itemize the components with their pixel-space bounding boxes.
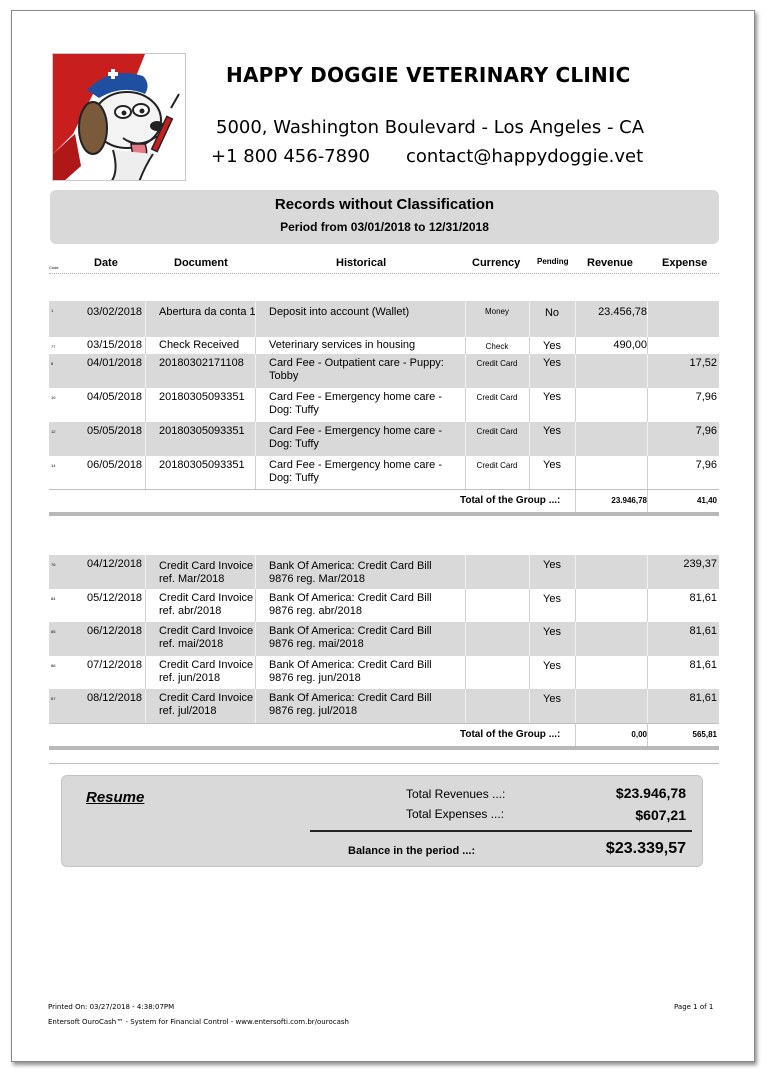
row-pending: Yes: [543, 340, 561, 352]
row-pending: Yes: [543, 559, 561, 571]
total-revenues-value: $23.946,78: [615, 785, 686, 801]
table-row: [49, 589, 719, 622]
footer-page: Page 1 of 1: [674, 1003, 714, 1011]
row-code: 84: [51, 596, 56, 601]
row-date: 03/15/2018: [87, 339, 143, 351]
row-historical: Veterinary services in housing: [269, 339, 416, 351]
row-document: Credit Card Invoice ref. mai/2018: [159, 625, 254, 650]
group-divider: [49, 746, 719, 750]
row-document: 20180302171108: [159, 357, 244, 369]
footer-software: Entersoft OuroCash™ - System for Financial Control - www.entersofti.com.br/ourocash: [48, 1018, 349, 1026]
row-document: Check Received: [159, 339, 240, 351]
group-total-row: [49, 724, 719, 746]
row-currency: Money: [484, 307, 509, 316]
row-date: 05/05/2018: [87, 425, 143, 437]
table-row: [49, 555, 719, 589]
col-historical: Historical: [336, 257, 387, 269]
footer-printed: Printed On: 03/27/2018 - 4:38:07PM: [48, 1003, 175, 1011]
row-expense: 81,61: [689, 592, 717, 604]
row-currency: Credit Card: [476, 427, 518, 436]
clinic-phone: +1 800 456-7890: [211, 146, 370, 167]
row-document: Abertura da conta 1: [159, 306, 256, 318]
row-code: 10: [51, 395, 56, 400]
group-total-expense: 41,40: [696, 496, 717, 505]
row-date: 05/12/2018: [87, 592, 143, 604]
report-title-box: [50, 190, 719, 244]
row-historical: Bank Of America: Credit Card Bill 9876 reg. abr/2018: [269, 592, 432, 617]
table-row: [49, 388, 719, 422]
row-expense: 81,61: [689, 625, 717, 637]
table-row: [49, 622, 719, 656]
row-revenue: 490,00: [613, 339, 647, 351]
row-document: 20180305093351: [159, 459, 245, 471]
row-code: 1: [51, 308, 54, 313]
row-expense: 81,61: [689, 659, 717, 671]
resume-title: Resume: [86, 789, 145, 806]
total-expenses-label: Total Expenses ...:: [406, 807, 505, 821]
row-expense: 7,96: [695, 425, 717, 437]
row-currency: Credit Card: [476, 393, 518, 402]
row-historical: Bank Of America: Credit Card Bill 9876 reg. Mar/2018: [269, 560, 432, 585]
row-pending: Yes: [543, 425, 561, 437]
row-expense: 7,96: [695, 459, 717, 471]
row-expense: 17,52: [689, 357, 717, 369]
table-row: [49, 422, 719, 456]
row-document: 20180305093351: [159, 425, 245, 437]
row-currency: Credit Card: [476, 359, 518, 368]
col-code: Code: [49, 265, 59, 270]
col-expense: Expense: [662, 257, 708, 269]
row-date: 04/05/2018: [87, 391, 143, 403]
col-currency: Currency: [472, 257, 521, 269]
record-group-2: [49, 555, 719, 750]
row-historical: Card Fee - Outpatient care - Puppy: Tobby: [269, 357, 444, 382]
report-title: Records without Classification: [274, 196, 495, 213]
row-pending: Yes: [543, 391, 561, 403]
row-currency: Credit Card: [476, 461, 518, 470]
row-pending: Yes: [543, 357, 561, 369]
row-document: 20180305093351: [159, 391, 245, 403]
row-expense: 239,37: [683, 558, 717, 570]
header-divider: [49, 273, 719, 274]
resume-rule: [310, 830, 692, 832]
group-total-row: [49, 490, 719, 512]
row-pending: Yes: [543, 660, 561, 672]
row-date: 03/02/2018: [87, 306, 143, 318]
resume-box: [61, 775, 703, 867]
report-period: Period from 03/01/2018 to 12/31/2018: [280, 220, 489, 234]
balance-label: Balance in the period ...:: [348, 845, 476, 857]
balance-value: $23.339,57: [605, 840, 686, 857]
row-expense: 81,61: [689, 692, 717, 704]
row-historical: Deposit into account (Wallet): [269, 306, 410, 318]
row-date: 07/12/2018: [87, 659, 143, 671]
row-historical: Bank Of America: Credit Card Bill 9876 reg. jul/2018: [269, 692, 432, 717]
group-total-label: Total of the Group ...:: [460, 729, 561, 740]
row-date: 04/01/2018: [87, 357, 143, 369]
row-expense: 7,96: [695, 391, 717, 403]
col-date: Date: [94, 257, 118, 269]
row-document: Credit Card Invoice ref. jul/2018: [159, 692, 254, 717]
row-historical: Card Fee - Emergency home care - Dog: Tuffy: [269, 425, 443, 450]
row-pending: Yes: [543, 693, 561, 705]
clinic-name: HAPPY DOGGIE VETERINARY CLINIC: [226, 63, 631, 87]
row-historical: Card Fee - Emergency home care - Dog: Tuffy: [269, 459, 443, 484]
row-historical: Bank Of America: Credit Card Bill 9876 reg. jun/2018: [269, 659, 432, 684]
row-date: 08/12/2018: [87, 692, 143, 704]
row-pending: Yes: [543, 459, 561, 471]
row-code: 8: [51, 361, 54, 366]
group-total-expense: 565,81: [692, 730, 717, 739]
group-total-label: Total of the Group ...:: [460, 495, 561, 506]
group-total-revenue: 0,00: [631, 730, 647, 739]
group-divider: [49, 512, 719, 516]
row-pending: Yes: [543, 593, 561, 605]
record-group-1: [49, 301, 719, 516]
resume-divider: [49, 763, 719, 764]
row-code: 86: [51, 663, 56, 668]
row-code: 87: [51, 696, 56, 701]
row-code: 76: [51, 562, 56, 567]
row-date: 06/05/2018: [87, 459, 143, 471]
row-code: 77: [51, 344, 56, 349]
logo-icon: [53, 54, 186, 181]
clinic-address: 5000, Washington Boulevard - Los Angeles - CA: [216, 117, 645, 138]
table-row: [49, 301, 719, 337]
row-document: Credit Card Invoice ref. Mar/2018: [159, 560, 254, 585]
row-historical: Bank Of America: Credit Card Bill 9876 reg. mai/2018: [269, 625, 432, 650]
row-code: 14: [51, 463, 56, 468]
table-row: [49, 354, 719, 388]
report-page: [11, 10, 755, 1062]
col-revenue: Revenue: [587, 257, 633, 269]
row-document: Credit Card Invoice ref. jun/2018: [159, 659, 254, 684]
group-total-revenue: 23.946,78: [611, 496, 647, 505]
row-code: 85: [51, 629, 56, 634]
row-currency: Check: [485, 342, 509, 351]
col-pending: Pending: [537, 257, 569, 266]
col-document: Document: [174, 257, 228, 269]
row-date: 04/12/2018: [87, 558, 143, 570]
row-pending: Yes: [543, 626, 561, 638]
row-pending: No: [544, 307, 560, 319]
table-row: [49, 689, 719, 723]
table-row: [49, 656, 719, 689]
table-row: [49, 456, 719, 489]
clinic-email: contact@happydoggie.vet: [406, 146, 644, 167]
total-revenues-label: Total Revenues ...:: [406, 787, 506, 801]
dog-doctor-logo: [52, 53, 186, 181]
row-date: 06/12/2018: [87, 625, 143, 637]
table-row: [49, 337, 719, 354]
row-historical: Card Fee - Emergency home care - Dog: Tuffy: [269, 391, 443, 416]
row-revenue: 23.456,78: [598, 306, 647, 318]
row-code: 12: [51, 429, 56, 434]
total-expenses-value: $607,21: [635, 807, 686, 823]
row-document: Credit Card Invoice ref. abr/2018: [159, 592, 254, 617]
